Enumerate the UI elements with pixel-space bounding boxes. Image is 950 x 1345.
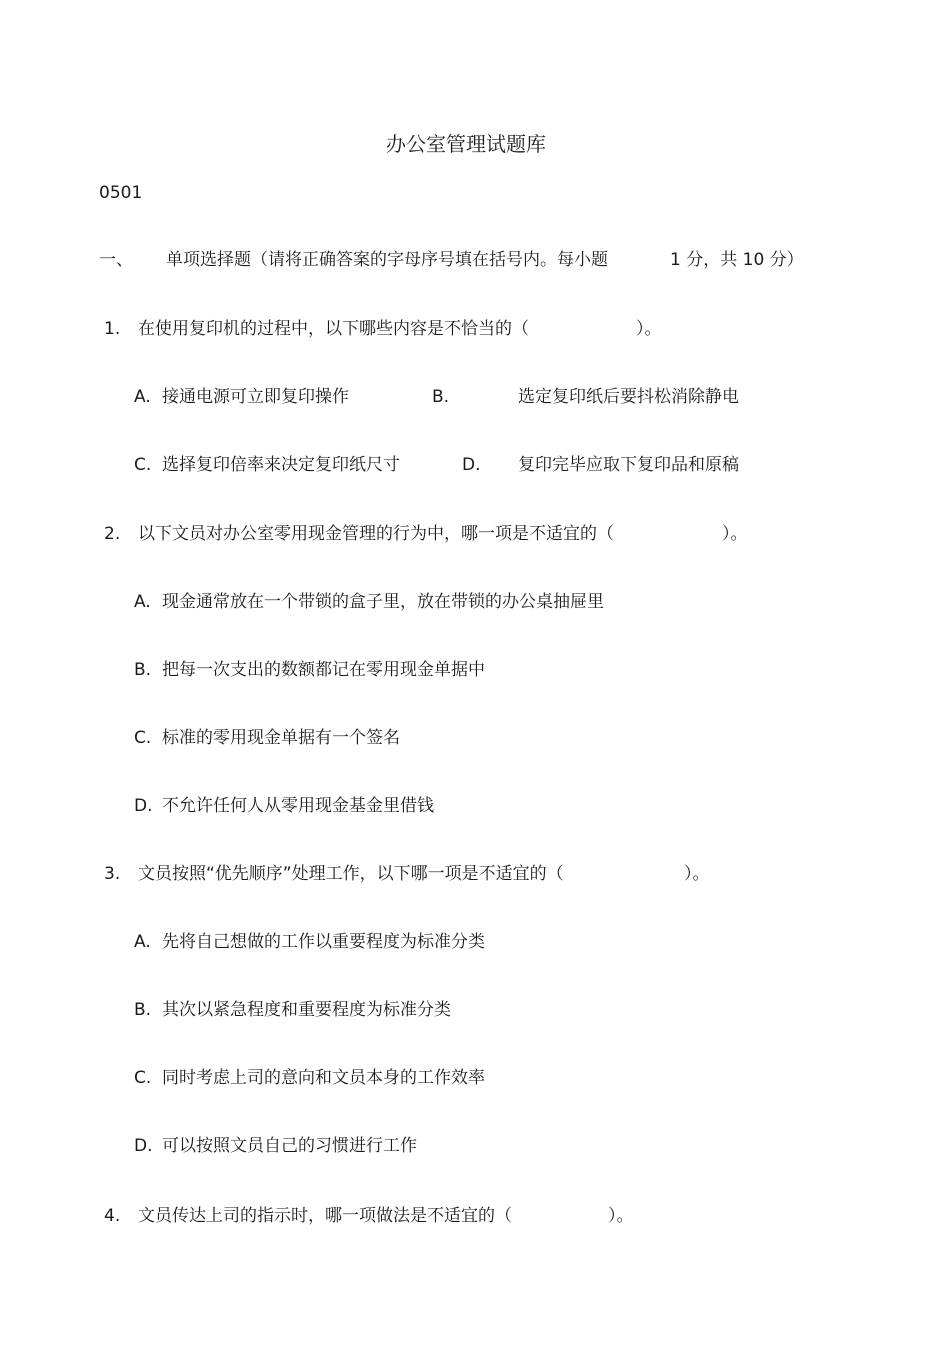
doc-code: 0501	[99, 183, 143, 203]
q3-option-d-text: 可以按照文员自己的习惯进行工作	[162, 1136, 417, 1156]
q3-option-c-label: C.	[134, 1068, 152, 1088]
q1-option-a-text: 接通电源可立即复印操作	[162, 387, 349, 407]
q2-option-c-text: 标准的零用现金单据有一个签名	[162, 728, 400, 748]
q1-option-c-text: 选择复印倍率来决定复印纸尺寸	[162, 455, 400, 475]
q3-option-a-text: 先将自己想做的工作以重要程度为标准分类	[162, 932, 485, 952]
q1-option-a-label: A.	[134, 387, 151, 407]
question-3-stem: 文员按照“优先顺序”处理工作，以下哪一项是不适宜的（	[138, 864, 564, 884]
q3-option-a-label: A.	[134, 932, 151, 952]
question-1-close: ）。	[636, 319, 662, 339]
q2-option-b-label: B.	[134, 660, 152, 680]
section-heading: 单项选择题（请将正确答案的字母序号填在括号内。每小题	[166, 250, 608, 270]
question-2-number: 2.	[104, 524, 121, 544]
question-4-stem: 文员传达上司的指示时，哪一项做法是不适宜的（	[138, 1206, 512, 1226]
q2-option-b-text: 把每一次支出的数额都记在零用现金单据中	[162, 660, 485, 680]
section-points: 1 分，共 10 分）	[670, 250, 804, 270]
question-2-close: ）。	[722, 524, 748, 544]
q2-option-a-text: 现金通常放在一个带锁的盒子里，放在带锁的办公桌抽屉里	[162, 592, 604, 612]
q2-option-a-label: A.	[134, 592, 151, 612]
question-2-stem: 以下文员对办公室零用现金管理的行为中，哪一项是不适宜的（	[138, 524, 614, 544]
question-3-close: ）。	[684, 864, 710, 884]
question-1-number: 1.	[104, 319, 121, 339]
q3-option-d-label: D.	[134, 1136, 153, 1156]
section-number: 一、	[99, 250, 133, 270]
question-4-number: 4.	[104, 1206, 121, 1226]
question-4-close: ）。	[608, 1206, 634, 1226]
question-1-stem: 在使用复印机的过程中，以下哪些内容是不恰当的（	[138, 319, 529, 339]
page-title: 办公室管理试题库	[386, 132, 546, 156]
q3-option-b-label: B.	[134, 1000, 152, 1020]
q2-option-d-text: 不允许任何人从零用现金基金里借钱	[162, 796, 434, 816]
q2-option-c-label: C.	[134, 728, 152, 748]
q1-option-b-text: 选定复印纸后要抖松消除静电	[518, 387, 739, 407]
question-3-number: 3.	[104, 864, 121, 884]
q1-option-d-label: D.	[462, 455, 481, 475]
q2-option-d-label: D.	[134, 796, 153, 816]
q1-option-b-label: B.	[432, 387, 450, 407]
q3-option-b-text: 其次以紧急程度和重要程度为标准分类	[162, 1000, 451, 1020]
q3-option-c-text: 同时考虑上司的意向和文员本身的工作效率	[162, 1068, 485, 1088]
q1-option-d-text: 复印完毕应取下复印品和原稿	[518, 455, 739, 475]
q1-option-c-label: C.	[134, 455, 152, 475]
